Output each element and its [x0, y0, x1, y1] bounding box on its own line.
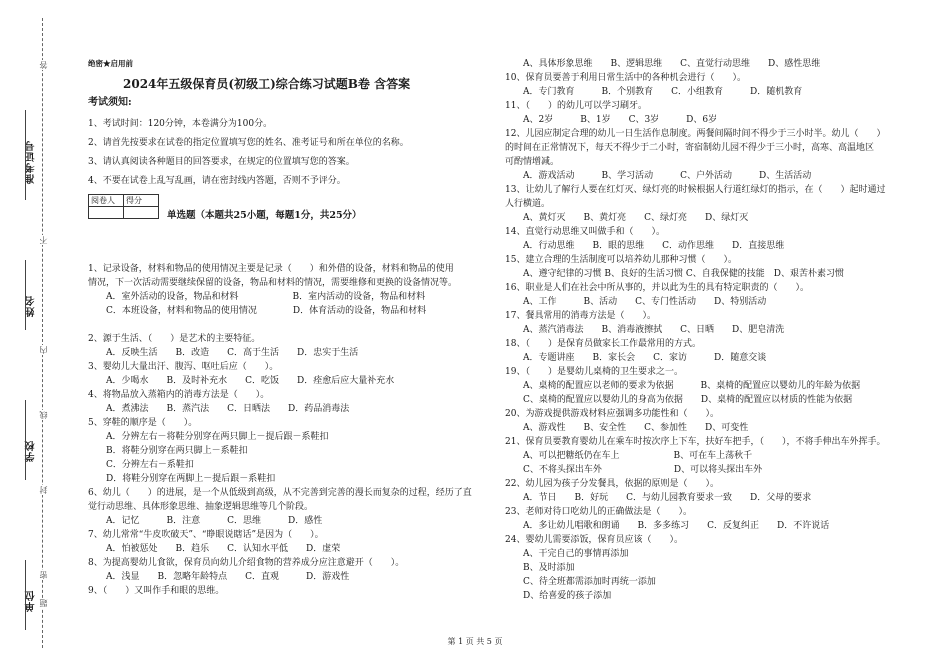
question-line: 13、让幼儿了解行人要在红灯灭、绿灯亮的时候根据人行道红绿灯的指示，在（ ）起时通过	[505, 185, 886, 195]
question-line: 12、儿园应制定合理的幼儿一日生活作息制度。两餐间隔时间不得少于三小时半。幼儿（ ）	[505, 129, 886, 139]
option-line: A．煮沸法 B．蒸汽法 C．日晒法 D．药品消毒法	[88, 404, 350, 414]
option-line: A、遵守纪律的习惯 B、良好的生活习惯 C、自我保健的技能 D、艰苦朴素习惯	[505, 269, 844, 279]
option-line: A．怕被惩处 B．趋乐 C．认知水平低 D．虚荣	[88, 544, 341, 554]
notice-heading: 考试须知:	[88, 97, 132, 108]
option-line: A、2岁 B、1岁 C、3岁 D、6岁	[505, 115, 718, 125]
notice-item: 4、不要在试卷上乱写乱画，请在密封线内答题，否则不予评分。	[88, 176, 346, 186]
seal-mark-bu: 不	[39, 236, 48, 244]
question-line: 21、保育员要教育婴幼儿在乘车时按次序上下车，扶好车把手，（ ），不将手伸出车外挥手。	[505, 437, 886, 447]
option-line: A．多让幼儿唱歌和朗诵 B．多多练习 C．反复纠正 D．不许说话	[505, 521, 830, 531]
option-line: A、工作 B、活动 C、专门性活动 D、特别活动	[505, 297, 767, 307]
notice-item: 1、考试时间：120分钟，本卷满分为100分。	[88, 119, 273, 129]
option-line: A．记忆 B．注意 C．思维 D．感性	[88, 516, 323, 526]
question-line: 8、为提高婴幼儿食欲，保育员向幼儿介绍食物的营养成分应注意避开（ ）。	[88, 558, 405, 568]
seal-mark-feng: 封	[39, 486, 48, 494]
option-line: B、及时添加	[505, 563, 575, 573]
question-line: 19、（ ）是婴幼儿桌椅的卫生要求之一。	[505, 367, 683, 377]
question-line: 9、（ ）又叫作手和眼的思维。	[88, 586, 225, 596]
question-line: 4、将物品放入蒸箱内的消毒方法是（ ）。	[88, 390, 270, 400]
seal-mark-ti: 题	[39, 599, 48, 607]
exam-id-label: 准考证号	[26, 140, 37, 184]
question-line: 22、幼儿园为孩子分发餐具，依据的原则是（ ）。	[505, 479, 719, 489]
school-underline	[25, 400, 27, 480]
question-line: 6、幼儿（ ）的进展，是一个从低级到高级，从不完善到完善的漫长而复杂的过程，经历了直	[88, 488, 472, 498]
option-line: A、桌椅的配置应以老师的要求为依据 B、桌椅的配置应以婴幼儿的年龄为依据	[505, 381, 861, 391]
question-line: 14、直觉行动思维又叫做手和（ ）。	[505, 227, 665, 237]
notice-item: 3、请认真阅读各种题目的回答要求，在规定的位置填写您的答案。	[88, 157, 355, 167]
question-line: 15、建立合理的生活制度可以培养幼儿那种习惯（ ）。	[505, 255, 737, 265]
score-header: 得分	[124, 195, 159, 207]
option-line: B．将鞋分别穿在两只脚上－系鞋扣	[88, 446, 248, 456]
option-line: A．专门教育 B．个别教育 C．小组教育 D．随机教育	[505, 87, 803, 97]
option-line: C、待全班都需添加时再统一添加	[505, 577, 656, 587]
page-footer: 第 1 页 共 5 页	[447, 637, 503, 646]
option-line: A．专题讲座 B．家长会 C．家访 D．随意交谈	[505, 353, 767, 363]
unit-label: 单位	[26, 590, 37, 612]
section-title: 单选题（本题共25小题，每题1分，共25分）	[167, 210, 362, 221]
seal-mark-mi: 密	[39, 571, 48, 579]
question-line: 20、为游戏提供游戏材料应强调多功能性和（ ）。	[505, 409, 719, 419]
seal-mark-nei: 内	[39, 346, 48, 354]
option-line: A、蒸汽消毒法 B、消毒液擦拭 C、日晒 D、肥皂清洗	[505, 325, 785, 335]
score-table	[88, 194, 159, 219]
option-line: A．游戏活动 B、学习活动 C、户外活动 D、生活活动	[505, 171, 812, 181]
question-line: 1、记录设备，材料和物品的使用情况主要是记录（ ）和外借的设备，材料和物品的使用	[88, 264, 454, 274]
option-line: A．少喝水 B．及时补充水 C．吃饭 D．痊愈后应大量补充水	[88, 376, 395, 386]
question-line: 觉行动思维、具体形象思维、抽象逻辑思维等几个阶段。	[88, 502, 314, 512]
option-line: A、游戏性 B、安全性 C、参加性 D、可变性	[505, 423, 749, 433]
question-line: 的时间在正常情况下，每天不得少于二小时，寄宿制幼儿园不得少于三小时，高寒、高温地区	[505, 143, 875, 153]
option-line: D．将鞋分别穿在两脚上－提后跟－系鞋扣	[88, 474, 276, 484]
question-line: 18、（ ）是保育员做家长工作最常用的方式。	[505, 339, 701, 349]
seal-line	[42, 18, 43, 648]
question-line: 23、老师对待口吃幼儿的正确做法是（ ）。	[505, 507, 692, 517]
seal-mark-xian: 线	[39, 411, 48, 419]
secret-label: 绝密★启用前	[88, 59, 133, 68]
question-line: 3、婴幼儿大量出汗、腹泻、呕吐后应（ ）。	[88, 362, 279, 372]
reviewer-cell[interactable]	[89, 207, 124, 219]
option-line: A．反映生活 B．改造 C．高于生活 D．忠实于生活	[88, 348, 359, 358]
option-line: A、可以把糖纸仍在车上 B、可在车上荡秋千	[505, 451, 753, 461]
reviewer-header: 阅卷人	[89, 195, 124, 207]
question-line: 16、职业是人们在社会中所从事的，并以此为生的具有特定职责的（ ）。	[505, 283, 809, 293]
option-line: A．节日 B．好玩 C．与幼儿园教育要求一致 D．父母的要求	[505, 493, 812, 503]
binding-strip	[0, 0, 75, 671]
option-line: C．分辨左右－系鞋扣	[88, 460, 194, 470]
question-line: 10、保育员要善于利用日常生活中的各种机会进行（ ）。	[505, 73, 746, 83]
option-line: C、不将头探出车外 D、可以将头探出车外	[505, 465, 763, 475]
question-line: 5、穿鞋的顺序是（ ）。	[88, 418, 198, 428]
notice-item: 2、请首先按要求在试卷的指定位置填写您的姓名、准考证号和所在单位的名称。	[88, 138, 409, 148]
question-line: 人行横道。	[505, 199, 551, 209]
option-line: A、干完自己的事情再添加	[505, 549, 629, 559]
question-line: 11、（ ）的幼儿可以学习刷牙。	[505, 101, 647, 111]
exam-id-underline	[25, 110, 27, 200]
option-line: A．室外活动的设备，物品和材料 B．室内活动的设备，物品和材料	[88, 292, 426, 302]
unit-underline	[25, 560, 27, 630]
name-label: 姓名	[26, 295, 37, 317]
option-line: A．浅显 B．忽略年龄特点 C．直观 D．游戏性	[88, 572, 350, 582]
option-line: A．分辨左右－将鞋分别穿在两只脚上－提后跟－系鞋扣	[88, 432, 329, 442]
question-line: 可酌情增减。	[505, 157, 560, 167]
option-line: A．行动思维 B．眼的思维 C．动作思维 D．直接思维	[505, 241, 785, 251]
seal-mark-da: 答	[39, 61, 48, 69]
option-line: A、黄灯灭 B、黄灯亮 C、绿灯亮 D、绿灯灭	[505, 213, 749, 223]
exam-title: 2024年五级保育员(初级工)综合练习试题B卷 含答案	[123, 77, 411, 91]
score-cell[interactable]	[124, 207, 159, 219]
question-line: 24、婴幼儿需要添饭，保育员应该（ ）。	[505, 535, 683, 545]
option-line: A、具体形象思维 B、逻辑思维 C、直觉行动思维 D、感性思维	[505, 59, 821, 69]
name-underline	[25, 260, 27, 330]
question-line: 7、幼儿常常“牛皮吹破天”、“睁眼说瞎话”是因为（ ）。	[88, 530, 324, 540]
option-line: C．本班设备，材料和物品的使用情况 D．体育活动的设备，物品和材料	[88, 306, 427, 316]
option-line: C、桌椅的配置应以婴幼儿的身高为依据 D、桌椅的配置应以材质的性能为依据	[505, 395, 853, 405]
option-line: D、给喜爱的孩子添加	[505, 591, 612, 601]
question-line: 2、源于生活、（ ）是艺术的主要特征。	[88, 334, 261, 344]
question-line: 17、餐具常用的消毒方法是（ ）。	[505, 311, 656, 321]
question-line: 情况，下一次活动需要继续保留的设备，物品和材料的情况，需要维修和更换的设备情况等。	[88, 278, 458, 288]
school-label: 学校	[26, 440, 37, 462]
